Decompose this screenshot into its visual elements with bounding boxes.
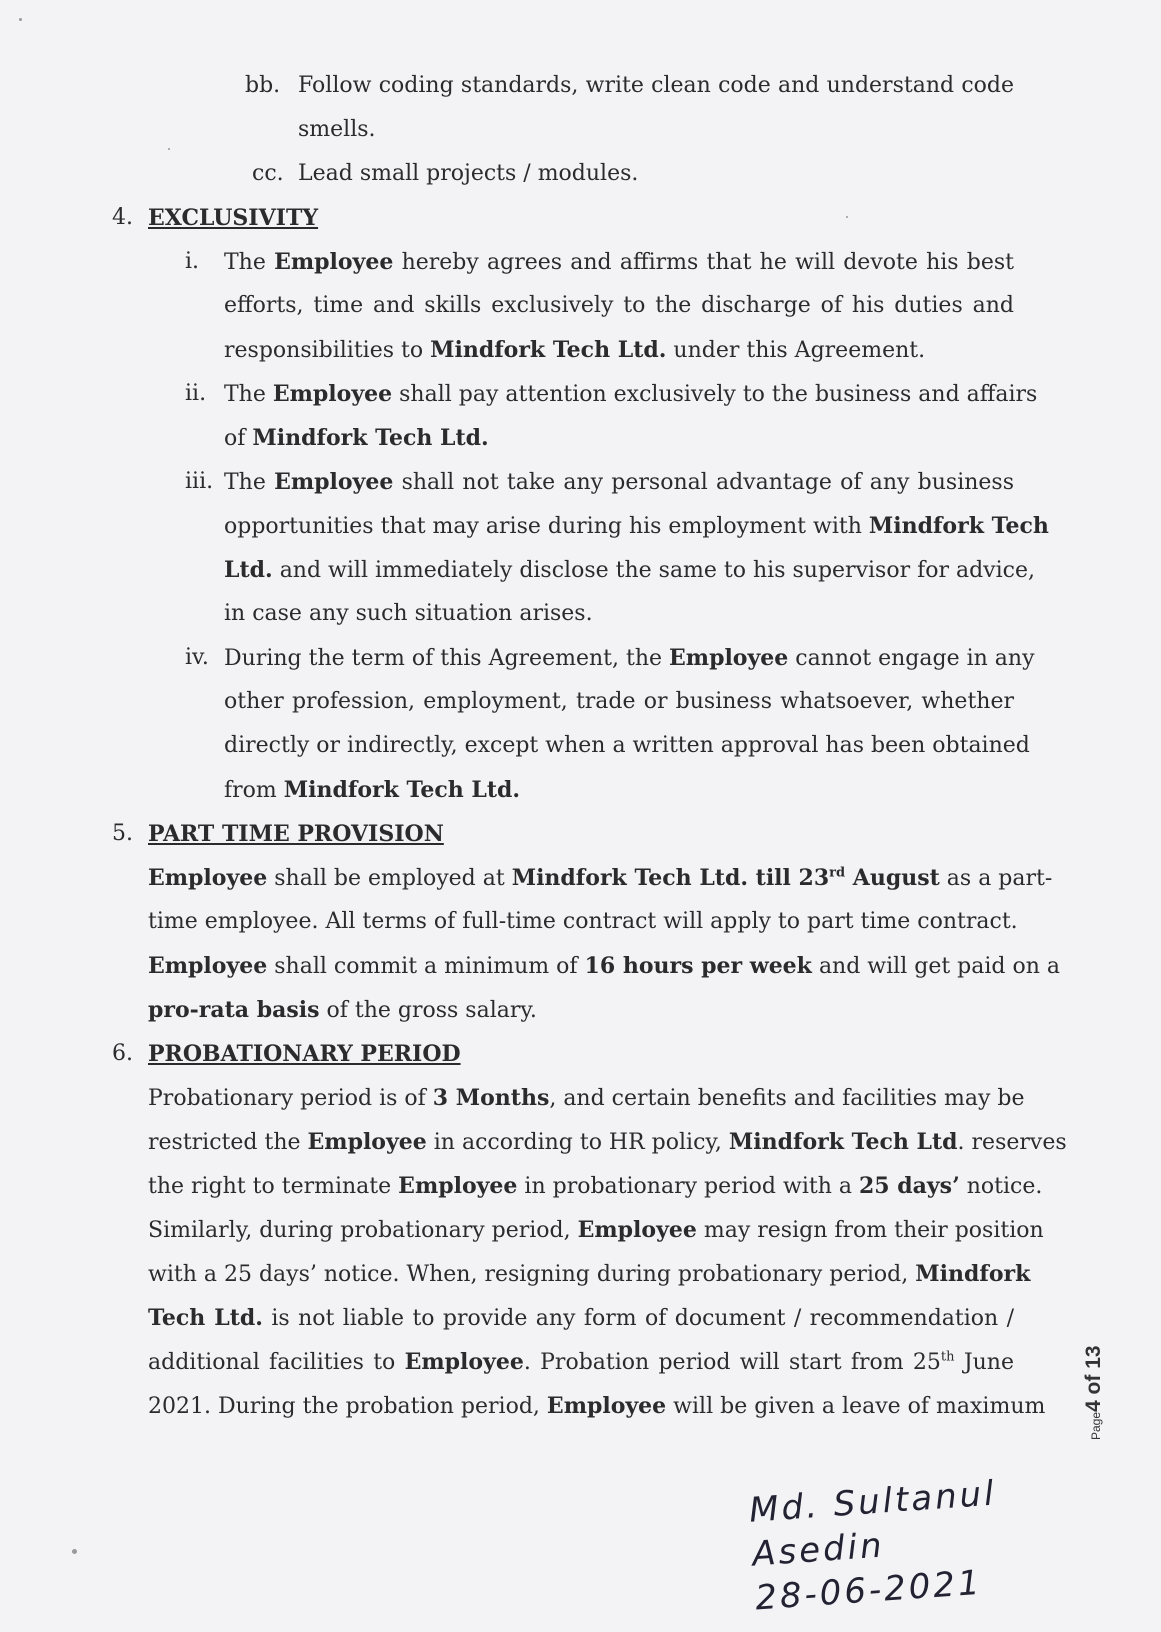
handwritten-signature: [748, 1472, 1004, 1621]
clause-ii-line-1: The Employee shall pay attention exclusively to the business and affairs: [224, 381, 1038, 407]
signature-name-line-2: Asedin: [750, 1525, 886, 1575]
list-marker-cc: cc.: [252, 161, 284, 186]
section-5-line-3: Employee shall commit a minimum of 16 hours per week and will get paid on a: [148, 953, 1061, 979]
page-number: [1082, 1345, 1106, 1440]
clause-iv-line-2: other profession, employment, trade or business whatsoever, whether: [224, 689, 1014, 714]
clause-i-line-1: The Employee hereby agrees and affirms that he will devote his best: [224, 249, 1015, 275]
section-6-line-5: with a 25 days’ notice. When, resigning during probationary period, Mindfork: [148, 1261, 1031, 1287]
page-count: 4 of 13: [1082, 1345, 1105, 1412]
scan-speck: [72, 1549, 77, 1554]
section-6-line-4: Similarly, during probationary period, Employee may resign from their position: [148, 1217, 1044, 1243]
scan-speck: [846, 216, 848, 218]
section-4-number: 4.: [112, 205, 133, 230]
clause-iv-line-3: directly or indirectly, except when a written approval has been obtained: [224, 733, 1030, 758]
clause-i-marker: i.: [185, 249, 200, 274]
clause-iv-line-1: During the term of this Agreement, the Employee cannot engage in any: [224, 645, 1035, 671]
page-word: Page: [1089, 1411, 1103, 1440]
section-5-heading: PART TIME PROVISION: [148, 821, 444, 847]
section-6-line-8: 2021. During the probation period, Employee will be given a leave of maximum: [148, 1393, 1046, 1419]
clause-iii-line-3: Ltd. and will immediately disclose the same to his supervisor for advice,: [224, 557, 1035, 583]
clause-ii-marker: ii.: [185, 381, 207, 406]
clause-ii-line-2: of Mindfork Tech Ltd.: [224, 425, 489, 451]
section-6-line-6: Tech Ltd. is not liable to provide any form of document / recommendation /: [148, 1305, 1014, 1331]
section-6-line-1: Probationary period is of 3 Months, and certain benefits and facilities may be: [148, 1085, 1025, 1111]
section-5-line-4: pro-rata basis of the gross salary.: [148, 997, 537, 1023]
section-6-line-7: additional facilities to Employee. Probation period will start from 25th June: [148, 1349, 1014, 1375]
section-5-line-1: Employee shall be employed at Mindfork Tech Ltd. till 23rd August as a part-: [148, 865, 1053, 891]
clause-iii-line-4: in case any such situation arises.: [224, 601, 593, 626]
section-5-number: 5.: [112, 821, 133, 846]
signature-date: 28-06-2021: [753, 1562, 984, 1619]
scan-speck: [19, 18, 22, 21]
section-6-heading: PROBATIONARY PERIOD: [148, 1041, 461, 1067]
clause-iii-marker: iii.: [185, 469, 214, 494]
section-6-line-2: restricted the Employee in according to HR policy, Mindfork Tech Ltd. reserves: [148, 1129, 1067, 1155]
clause-iii-line-2: opportunities that may arise during his employment with Mindfork Tech: [224, 513, 1049, 539]
signature-name-line-1: Md. Sultanul: [747, 1473, 998, 1531]
section-5-line-2: time employee. All terms of full-time contract will apply to part time contract.: [148, 909, 1018, 934]
clause-i-line-3: responsibilities to Mindfork Tech Ltd. under this Agreement.: [224, 337, 926, 363]
clause-i-line-2: efforts, time and skills exclusively to the discharge of his duties and: [224, 293, 1014, 318]
item-cc-line-1: Lead small projects / modules.: [298, 161, 639, 186]
list-marker-bb: bb.: [245, 73, 281, 98]
scan-speck: [168, 148, 170, 150]
section-6-line-3: the right to terminate Employee in probationary period with a 25 days’ notice.: [148, 1173, 1043, 1199]
clause-iv-marker: iv.: [185, 645, 209, 670]
item-bb-line-2: smells.: [298, 117, 376, 142]
clause-iii-line-1: The Employee shall not take any personal advantage of any business: [224, 469, 1015, 495]
section-6-number: 6.: [112, 1041, 133, 1066]
section-4-heading: EXCLUSIVITY: [148, 205, 319, 231]
item-bb-line-1: Follow coding standards, write clean code and understand code: [298, 73, 1014, 98]
clause-iv-line-4: from Mindfork Tech Ltd.: [224, 777, 521, 803]
